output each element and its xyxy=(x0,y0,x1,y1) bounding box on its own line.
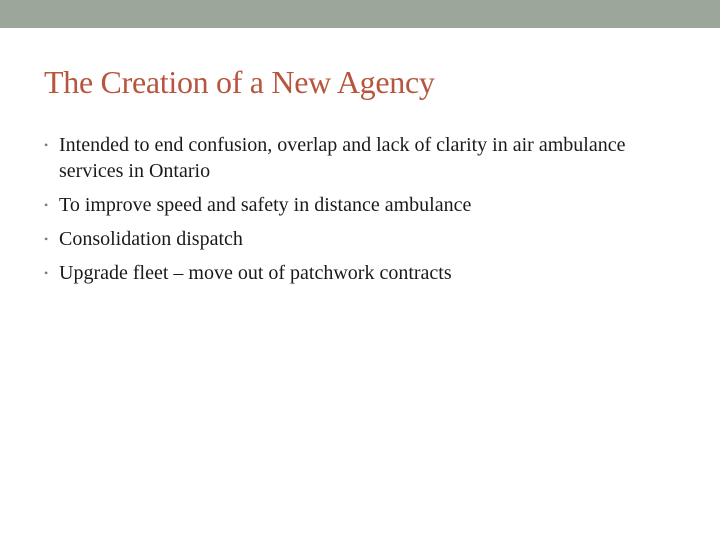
bullet-icon: • xyxy=(44,198,49,212)
bullet-icon: • xyxy=(44,266,49,280)
slide-title: The Creation of a New Agency xyxy=(44,64,435,100)
bullet-text: Upgrade fleet – move out of patchwork contracts xyxy=(59,262,452,284)
bullet-item xyxy=(44,132,674,184)
bullet-text: To improve speed and safety in distance ambulance xyxy=(59,194,472,216)
bullet-icon: • xyxy=(44,138,49,152)
bullet-item xyxy=(44,192,674,218)
bullet-list xyxy=(44,132,674,294)
bullet-icon: • xyxy=(44,232,49,246)
bullet-text: Consolidation dispatch xyxy=(59,228,243,250)
bullet-item xyxy=(44,260,674,286)
bullet-text: Intended to end confusion, overlap and lack of clarity in air ambulance services in Ontario xyxy=(59,134,626,182)
top-accent-band xyxy=(0,0,720,28)
bullet-item xyxy=(44,226,674,252)
